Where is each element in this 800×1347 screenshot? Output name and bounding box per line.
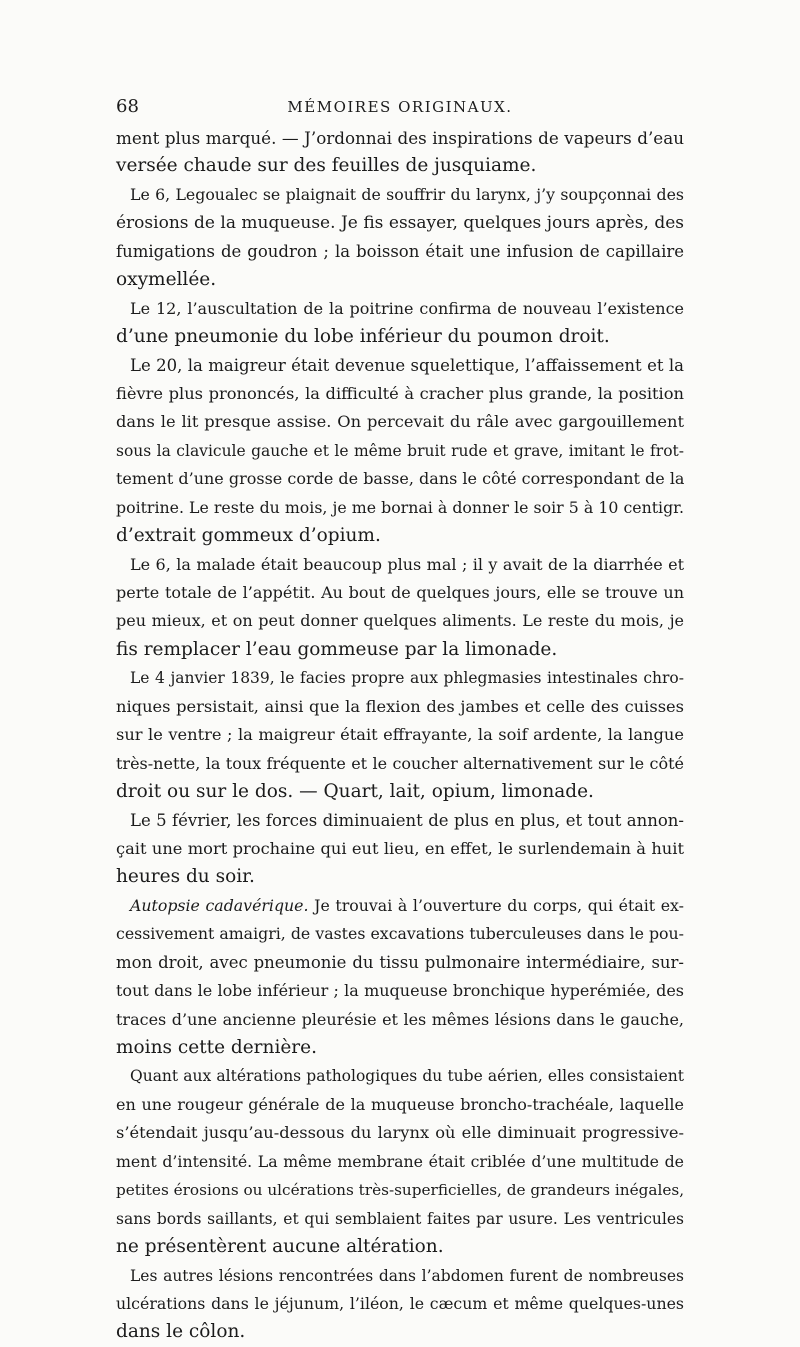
text-line: oxymellée. — [116, 269, 217, 291]
text-line: sans bords saillants, et qui semblaient faites par usure. Les ventricules — [116, 1209, 684, 1228]
text-line: ulcérations dans le jéjunum, l’iléon, le cæcum et même quelques-unes — [116, 1293, 684, 1313]
text-line: d’extrait gommeux d’opium. — [116, 525, 381, 547]
text-line: traces d’une ancienne pleurésie et les mêmes lésions dans le gauche, — [116, 1009, 684, 1029]
text-line: érosions de la muqueuse. Je fis essayer, quelques jours après, des — [116, 213, 684, 234]
text-line: poitrine. Le reste du mois, je me bornai à donner le soir 5 à 10 centigr. — [116, 497, 684, 517]
text-line: Les autres lésions rencontrées dans l’abdomen furent de nombreuses — [130, 1266, 684, 1285]
text-line: dans le côlon. — [116, 1321, 246, 1343]
text-line: çait une mort prochaine qui eut lieu, en effet, le surlendemain à huit — [116, 838, 684, 858]
text-line: très-nette, la toux fréquente et le coucher alternativement sur le côté — [116, 753, 684, 773]
text-line: sous la clavicule gauche et le même bruit rude et grave, imitant le frot- — [116, 441, 684, 460]
text-line: Le 6, la malade était beaucoup plus mal ; il y avait de la diarrhée et — [130, 554, 684, 574]
text-line: s’étendait jusqu’au-dessous du larynx où elle diminuait progressive- — [116, 1123, 684, 1143]
text-line: tement d’une grosse corde de basse, dans le côté correspondant de la — [116, 469, 685, 489]
text-line: droit ou sur le dos. — Quart, lait, opium, limonade. — [116, 781, 594, 803]
text-line: heures du soir. — [116, 866, 255, 888]
text-line: fis remplacer l’eau gommeuse par la limonade. — [116, 638, 558, 660]
text-line: dans le lit presque assise. On percevait du râle avec gargouillement — [116, 412, 684, 432]
page-header — [116, 96, 684, 126]
body-text — [116, 124, 684, 1347]
page-number: 68 — [116, 96, 139, 117]
text-line: Le 4 janvier 1839, le facies propre aux phlegmasies intestinales chro- — [130, 669, 684, 688]
text-line-rest: Je trouvai à l’ouverture du corps, qui était ex- — [314, 895, 684, 915]
text-line: tout dans le lobe inférieur ; la muqueuse bronchique hyperémiée, des — [116, 981, 684, 1001]
text-line: ment d’intensité. La même membrane était criblée d’une multitude de — [116, 1151, 684, 1171]
text-line: Le 20, la maigreur était devenue squelettique, l’affaissement et la — [130, 355, 684, 375]
text-line: d’une pneumonie du lobe inférieur du poumon droit. — [116, 326, 610, 348]
text-line: niques persistait, ainsi que la flexion des jambes et celle des cuisses — [116, 696, 684, 716]
text-line: Le 12, l’auscultation de la poitrine confirma de nouveau l’existence — [130, 298, 684, 318]
text-line: cessivement amaigri, de vastes excavations tuberculeuses dans le pou- — [116, 924, 684, 944]
text-line: Quant aux altérations pathologiques du tube aérien, elles consistaient — [130, 1067, 684, 1086]
text-line: ne présentèrent aucune altération. — [116, 1236, 444, 1258]
text-line: peu mieux, et on peut donner quelques aliments. Le reste du mois, je — [116, 611, 684, 631]
text-line: sur le ventre ; la maigreur était effrayante, la soif ardente, la langue — [116, 725, 684, 745]
text-line: ment plus marqué. — J’ordonnai des inspirations de vapeurs d’eau — [116, 128, 684, 148]
text-line: fièvre plus prononcés, la difficulté à cracher plus grande, la position — [116, 383, 684, 403]
text-line: Le 6, Legoualec se plaignait de souffrir du larynx, j’y soupçonnai des — [130, 184, 684, 204]
text-line — [116, 892, 684, 920]
text-line: Le 5 février, les forces diminuaient de plus en plus, et tout annon- — [130, 810, 684, 830]
autopsy-heading: Autopsie cadavérique. — [130, 895, 309, 915]
text-line: moins cette dernière. — [116, 1037, 317, 1058]
text-line: fumigations de goudron ; la boisson était une infusion de capillaire — [116, 241, 684, 261]
text-line: mon droit, avec pneumonie du tissu pulmonaire intermédiaire, sur- — [116, 952, 684, 972]
text-line: versée chaude sur des feuilles de jusquiame. — [116, 155, 537, 177]
text-line: en une rougeur générale de la muqueuse broncho-trachéale, laquelle — [116, 1094, 684, 1114]
text-line: perte totale de l’appétit. Au bout de quelques jours, elle se trouve un — [116, 583, 684, 602]
text-line: petites érosions ou ulcérations très-superficielles, de grandeurs inégales, — [116, 1181, 685, 1200]
running-title: MÉMOIRES ORIGINAUX. — [287, 98, 513, 116]
